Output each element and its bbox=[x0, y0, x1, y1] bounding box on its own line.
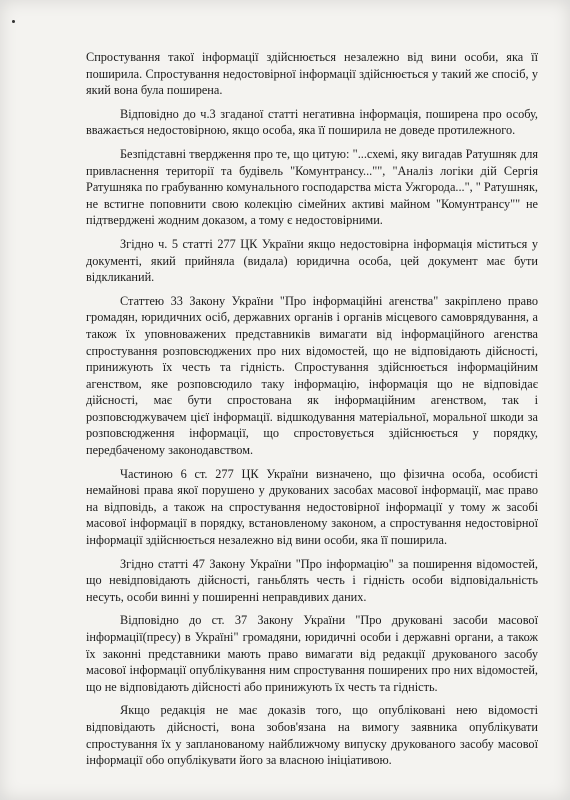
paragraph-4: Згідно ч. 5 статті 277 ЦК України якщо недостовірна інформація міститься у документі, який прийняла (видала) юридична особа, цей документ має бути відкликаний. bbox=[86, 236, 538, 285]
paragraph-7: Згідно статті 47 Закону України "Про інформацію" за поширення відомостей, що невідповідають дійсності, ганьблять честь і гідність особи відповідальність несуть, особи винні у поширенні неправдивих даних. bbox=[86, 556, 538, 604]
paragraph-6: Частиною 6 ст. 277 ЦК України визначено, що фізична особа, особисті немайнові права якої порушено у друкованих засобах масової інформації, має право на відповідь, а також на спростування недостовірної інформації у тому ж засобі масової інформації в порядку, встановленому законом, а спростування недостовірної інформації здійснюється незалежно від вини особи, яка її поширила. bbox=[86, 466, 538, 548]
paragraph-1: Спростування такої інформації здійснюється незалежно від вини особи, яка її поширила. Спростування недостовірної інформації здійснюється у такий же спосіб, у який вона була поширена. bbox=[86, 50, 538, 98]
paragraph-9: Якщо редакція не має доказів того, що опубліковані нею відомості відповідають дійсності, вона зобов'язана на вимогу заявника опублікувати спростування їх у запланованому найближчому випуску друкованого засобу масової інформації обо опублікувати його за власною ініціативою. bbox=[86, 703, 538, 768]
paragraph-2: Відповідно до ч.3 згаданої статті негативна інформація, поширена про особу, вважається недостовірною, якщо особа, яка її поширила не доведе протилежного. bbox=[86, 106, 538, 138]
scan-speck bbox=[12, 20, 15, 23]
paragraph-5: Статтею 33 Закону України "Про інформаційні агенства" закріплено право громадян, юридичних осіб, державних органів і органів місцевого самоврядування, а також їх уповноважених представників вимагати від інформаційного агенства спростування розповсюджених про них відомостей, що не відповідають дійсності, принижують їх честь та гідність. Спростування здійснюється інформаційним агенством, яке розповсюдило таку інформацію, інформація що не відповідає дійсності, має бути спростована як інформаційним агенством, так і розповсюджувачем цієї інформації. відшкодування матеріальної, моральної шкоди за розповсюдження інформації, що спростовується здійснюється у порядку, передбаченому законодавством. bbox=[86, 293, 538, 458]
document-body bbox=[86, 49, 538, 776]
paragraph-8: Відповідно до ст. 37 Закону України "Про друковані засоби масової інформації(пресу) в Україні" громадяни, юридичні особи і державні органи, а також їх законні представники мають право вимагати від редакції друкованого засобу масової інформації опублікування ним спростування поширених про них відомостей, що не відповідають дійсності або принижують їх честь та гідність. bbox=[86, 613, 538, 694]
paragraph-3: Безпідставні твердження про те, що цитую: "...схемі, яку вигадав Ратушняк для привласнення території та будівель "Комунтрансу..."", "Аналіз логіки дій Сергія Ратушняка по грабуванню комунального господарства міста Ужгорода...", " Ратушняк, не встигне поповнити свою колекцію сімейних активі майном "Комунтрансу"" не підтверджені жодним доказом, а тому є недостовірними. bbox=[86, 146, 538, 228]
